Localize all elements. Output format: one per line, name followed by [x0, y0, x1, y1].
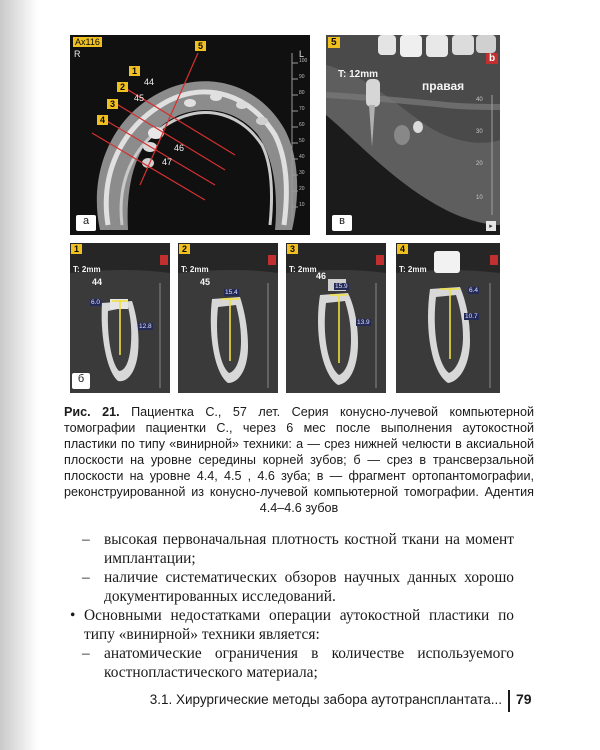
- figure-caption-text: Пациентка С., 57 лет. Серия конусно-лучевой компьютерной томографии пациентки С., через 6 мес после выполнения аутокостной пластики по типу «винирной» техники: а — срез нижней челюсти в аксиальной плоскости на уровне середины корней зубов; б — срез в трансверзальной плоскости на уровне 4.4, 4.5 , 4.6 зуба; в — фрагмент ортопантомографии, реконструированной из конусно-лучевой компьютерной томографии. Адентия 4.4–4.6 зубов: [64, 405, 534, 515]
- axial-tick: 80: [299, 90, 305, 96]
- body-list: [70, 530, 514, 682]
- dash-marker: –: [82, 569, 90, 586]
- slice-thickness: T: 2mm: [73, 265, 101, 274]
- axial-tooth-45: 45: [134, 93, 145, 103]
- figure-panel-panoramic: [326, 35, 500, 235]
- figure-panel-slice-2: [178, 243, 278, 393]
- list-item-text: Основными недостатками операции аутокостной пластики по типу «винирной» техники является:: [84, 607, 514, 643]
- bullet-marker: •: [70, 607, 76, 624]
- list-item: [70, 606, 514, 644]
- panoramic-corner-arrow-icon: ▸: [486, 221, 496, 231]
- axial-tick: 40: [299, 154, 305, 160]
- panel-letter-a: а: [76, 215, 96, 231]
- axial-marker-3: 3: [107, 99, 118, 109]
- axial-tooth-44: 44: [144, 77, 155, 87]
- figure-caption-lead: Рис. 21.: [64, 405, 120, 419]
- axial-tick: 70: [299, 106, 305, 112]
- slice-thickness: T: 2mm: [289, 265, 317, 274]
- list-item: [82, 644, 514, 682]
- figure-panel-slice-1: [70, 243, 170, 393]
- figure-panel-axial: [70, 35, 310, 235]
- axial-scale-ticks: [299, 58, 310, 218]
- axial-side-right: L: [299, 49, 305, 59]
- panoramic-tick: 40: [476, 97, 483, 103]
- panoramic-marker: 5: [328, 37, 340, 48]
- slice-right-tag: [160, 255, 168, 265]
- slice-right-tag: [268, 255, 276, 265]
- slice-marker: 1: [71, 244, 82, 254]
- list-item: [82, 530, 514, 568]
- slice-tooth-number: 44: [92, 277, 103, 287]
- axial-tick: 30: [299, 170, 305, 176]
- page-footer: [0, 690, 600, 712]
- axial-tick: 50: [299, 138, 305, 144]
- panoramic-tick: 10: [476, 195, 483, 201]
- list-item-text: высокая первоначальная плотность костной ткани на момент имплантации;: [104, 531, 514, 567]
- slice-measure-side: 13.9: [357, 319, 370, 326]
- slice-tooth-number: 46: [316, 271, 327, 281]
- slice-thickness: T: 2mm: [399, 265, 427, 274]
- slice-measure-side: 12.8: [139, 323, 152, 330]
- axial-tick: 20: [299, 186, 305, 192]
- slice-marker: 4: [397, 244, 408, 254]
- page-number: 79: [516, 691, 532, 707]
- axial-tick: 90: [299, 74, 305, 80]
- axial-marker-5: 5: [195, 41, 206, 51]
- axial-tick: 100: [299, 58, 308, 64]
- axial-marker-2: 2: [117, 82, 128, 92]
- figure-panel-slice-3: [286, 243, 386, 393]
- dash-marker: –: [82, 531, 90, 548]
- panoramic-thickness: T: 12mm: [338, 69, 379, 80]
- panoramic-tick: 20: [476, 161, 483, 167]
- axial-marker-4: 4: [97, 115, 108, 125]
- figure-caption: [64, 404, 534, 516]
- page-gutter-shadow: [0, 0, 38, 750]
- axial-tooth-47: 47: [162, 157, 173, 167]
- axial-side-left: R: [74, 49, 81, 59]
- panoramic-side-label: правая: [422, 79, 465, 93]
- figure-panel-slice-4: [396, 243, 500, 393]
- slice-tooth-number: 45: [200, 277, 211, 287]
- slice-thickness: T: 2mm: [181, 265, 209, 274]
- slice-marker: 3: [287, 244, 298, 254]
- panel-letter-b: б: [72, 373, 90, 389]
- axial-marker-1: 1: [129, 66, 140, 76]
- slice-measure-top: 6.4: [469, 287, 479, 294]
- axial-tick: 10: [299, 202, 305, 208]
- list-item-text: наличие систематических обзоров научных данных хорошо документированных исследований.: [104, 569, 514, 605]
- axial-corner-tag: Ax116: [75, 37, 100, 47]
- axial-tooth-46: 46: [174, 143, 185, 153]
- panoramic-tick: 30: [476, 129, 483, 135]
- list-item-text: анатомические ограничения в количестве используемого костнопластического материала;: [104, 645, 514, 681]
- slice-right-tag: [376, 255, 384, 265]
- slice-measure-top: 15.9: [335, 283, 348, 290]
- axial-ct-image: [70, 35, 310, 235]
- slice-measure-top: 6.0: [91, 299, 101, 306]
- dash-marker: –: [82, 645, 90, 662]
- panoramic-right-tag: b: [486, 53, 498, 64]
- panoramic-ct-image: [326, 35, 500, 235]
- list-item: [82, 568, 514, 606]
- slice-right-tag: [490, 255, 498, 265]
- footer-divider: [508, 690, 510, 712]
- running-footer-chapter: 3.1. Хирургические методы забора аутотрансплантата...: [149, 692, 502, 707]
- slice-measure-top: 15.4: [225, 289, 238, 296]
- slice-marker: 2: [179, 244, 190, 254]
- slice-measure-side: 10.7: [465, 313, 478, 320]
- axial-tick: 60: [299, 122, 305, 128]
- panel-letter-v: в: [332, 215, 352, 231]
